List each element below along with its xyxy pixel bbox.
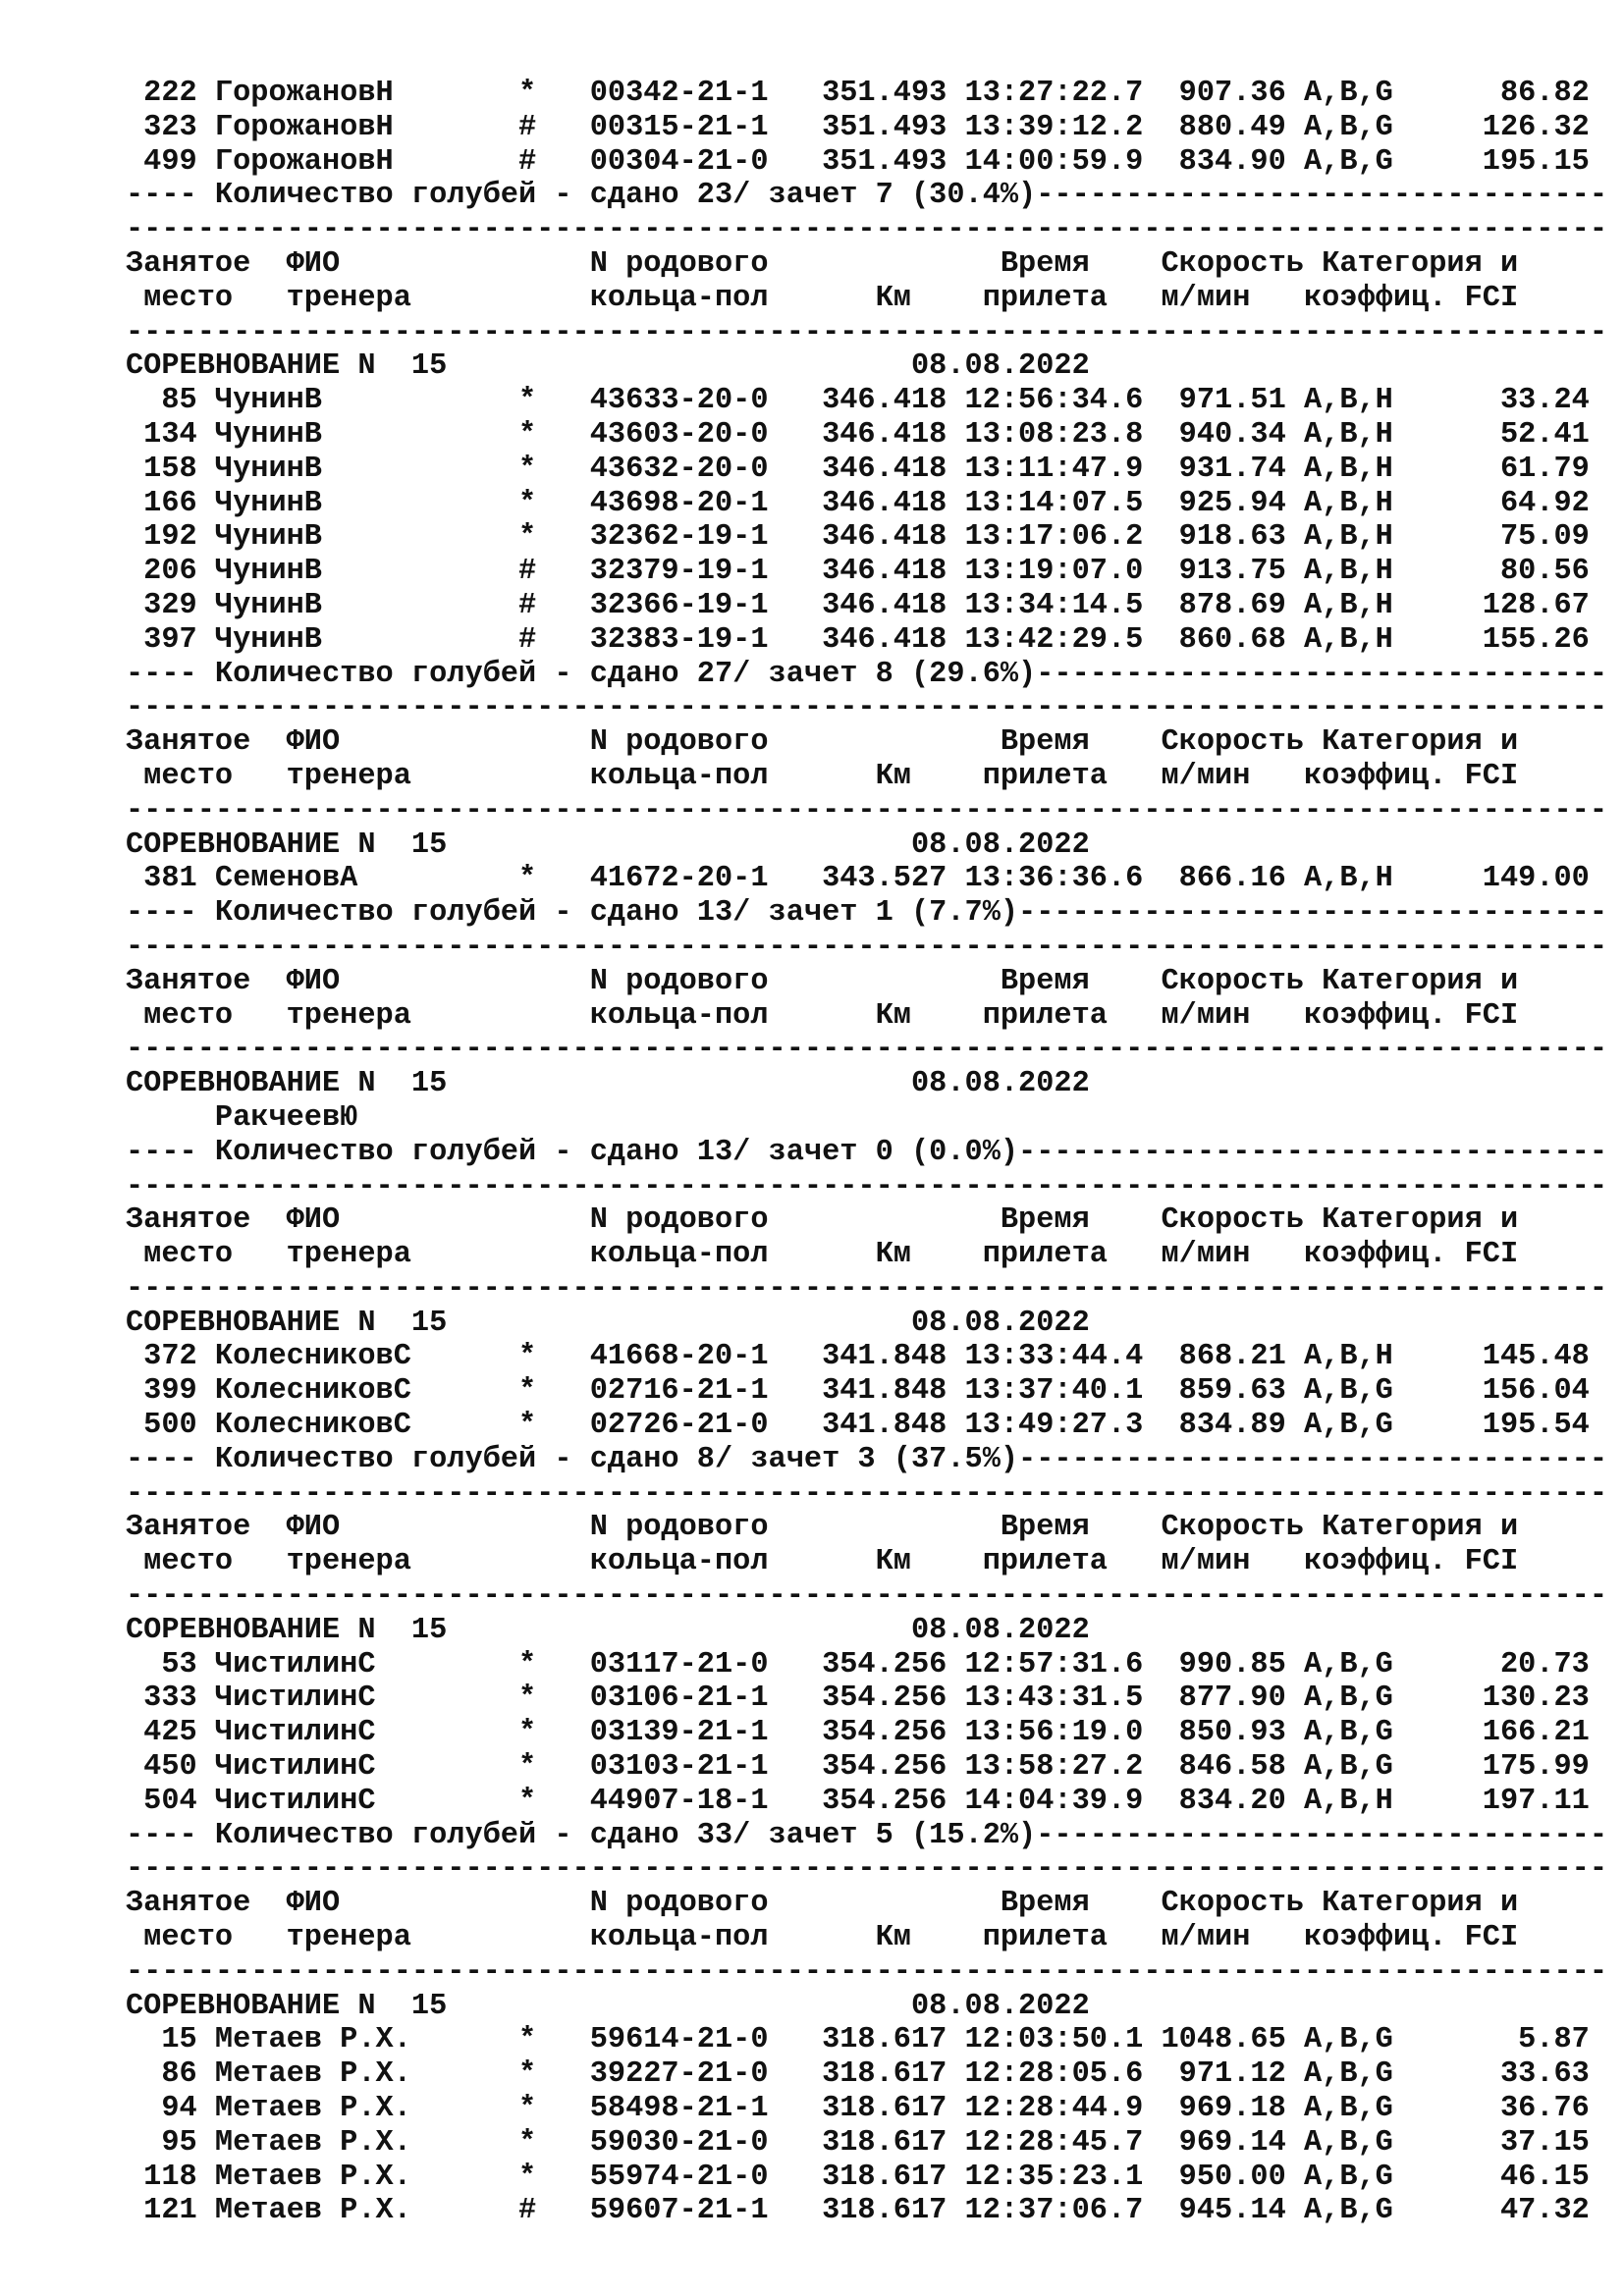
result-row: 222 ГорожановН * 00342-21-1 351.493 13:27:22.7 907.36 A,B,G 86.82 xyxy=(126,77,1590,110)
result-row: РакчеевЮ xyxy=(126,1100,358,1135)
column-header-line-2: место тренера кольца-пол Км прилета м/мин коэффиц. FCI xyxy=(126,998,1519,1033)
separator-line: ----------------------------------------------------------------------------------- xyxy=(126,213,1608,247)
separator-line: ----------------------------------------------------------------------------------- xyxy=(126,1579,1608,1614)
separator-line: ----------------------------------------------------------------------------------- xyxy=(126,1852,1608,1887)
result-row: 372 КолесниковС * 41668-20-1 341.848 13:33:44.4 868.21 A,B,H 145.48 xyxy=(126,1340,1590,1374)
separator-line: ----------------------------------------------------------------------------------- xyxy=(126,315,1608,349)
separator-line: ----------------------------------------------------------------------------------- xyxy=(126,1954,1608,1989)
result-row: 85 ЧунинВ * 43633-20-0 346.418 12:56:34.6 971.51 A,B,H 33.24 xyxy=(126,384,1590,418)
competition-heading: СОРЕВНОВАНИЕ N 15 08.08.2022 xyxy=(126,349,1090,384)
column-header-line-1: Занятое ФИО N родового Время Скорость Категория и xyxy=(126,1203,1519,1238)
separator-line: ----------------------------------------------------------------------------------- xyxy=(126,793,1608,828)
result-row: 166 ЧунинВ * 43698-20-1 346.418 13:14:07.5 925.94 A,B,H 64.92 xyxy=(126,486,1590,520)
results-printout xyxy=(126,77,1608,2228)
result-row: 192 ЧунинВ * 32362-19-1 346.418 13:17:06.2 918.63 A,B,H 75.09 xyxy=(126,520,1590,555)
separator-line: ----------------------------------------------------------------------------------- xyxy=(126,1033,1608,1067)
result-row: 399 КолесниковС * 02716-21-1 341.848 13:37:40.1 859.63 A,B,G 156.04 xyxy=(126,1374,1590,1409)
column-header-line-1: Занятое ФИО N родового Время Скорость Категория и xyxy=(126,246,1519,281)
competition-heading: СОРЕВНОВАНИЕ N 15 08.08.2022 xyxy=(126,1306,1090,1340)
result-row: 206 ЧунинВ # 32379-19-1 346.418 13:19:07.0 913.75 A,B,H 80.56 xyxy=(126,555,1590,589)
result-row: 425 ЧистилинС * 03139-21-1 354.256 13:56:19.0 850.93 A,B,G 166.21 xyxy=(126,1716,1590,1750)
result-row: 158 ЧунинВ * 43632-20-0 346.418 13:11:47.9 931.74 A,B,H 61.79 xyxy=(126,452,1590,486)
column-header-line-2: место тренера кольца-пол Км прилета м/мин коэффиц. FCI xyxy=(126,759,1519,793)
competition-heading: СОРЕВНОВАНИЕ N 15 08.08.2022 xyxy=(126,1989,1090,2023)
column-header-line-2: место тренера кольца-пол Км прилета м/мин коэффиц. FCI xyxy=(126,1921,1519,1955)
result-row: 121 Метаев Р.Х. # 59607-21-1 318.617 12:37:06.7 945.14 A,B,G 47.32 xyxy=(126,2194,1590,2228)
result-row: 118 Метаев Р.Х. * 55974-21-0 318.617 12:35:23.1 950.00 A,B,G 46.15 xyxy=(126,2160,1590,2194)
result-row: 134 ЧунинВ * 43603-20-0 346.418 13:08:23.8 940.34 A,B,H 52.41 xyxy=(126,417,1590,452)
pigeon-count-summary: ---- Количество голубей - сдано 27/ зачет 8 (29.6%)-------------------------------- xyxy=(126,657,1608,691)
separator-line: ----------------------------------------------------------------------------------- xyxy=(126,1271,1608,1306)
result-row: 86 Метаев Р.Х. * 39227-21-0 318.617 12:28:05.6 971.12 A,B,G 33.63 xyxy=(126,2057,1590,2092)
result-row: 53 ЧистилинС * 03117-21-0 354.256 12:57:31.6 990.85 A,B,G 20.73 xyxy=(126,1647,1590,1682)
separator-line: ----------------------------------------------------------------------------------- xyxy=(126,930,1608,964)
competition-heading: СОРЕВНОВАНИЕ N 15 08.08.2022 xyxy=(126,1067,1090,1101)
separator-line: ----------------------------------------------------------------------------------- xyxy=(126,1169,1608,1203)
result-row: 450 ЧистилинС * 03103-21-1 354.256 13:58:27.2 846.58 A,B,G 175.99 xyxy=(126,1750,1590,1785)
separator-line: ----------------------------------------------------------------------------------- xyxy=(126,1476,1608,1511)
column-header-line-1: Занятое ФИО N родового Время Скорость Категория и xyxy=(126,1887,1519,1921)
column-header-line-2: место тренера кольца-пол Км прилета м/мин коэффиц. FCI xyxy=(126,281,1519,315)
result-row: 381 СеменовА * 41672-20-1 343.527 13:36:36.6 866.16 A,B,H 149.00 xyxy=(126,862,1590,896)
result-row: 323 ГорожановН # 00315-21-1 351.493 13:39:12.2 880.49 A,B,G 126.32 xyxy=(126,110,1590,144)
pigeon-count-summary: ---- Количество голубей - сдано 13/ зачет 1 (7.7%)--------------------------------- xyxy=(126,896,1608,931)
pigeon-count-summary: ---- Количество голубей - сдано 13/ зачет 0 (0.0%)--------------------------------- xyxy=(126,1135,1608,1169)
column-header-line-1: Занятое ФИО N родового Время Скорость Категория и xyxy=(126,725,1519,760)
result-row: 333 ЧистилинС * 03106-21-1 354.256 13:43:31.5 877.90 A,B,G 130.23 xyxy=(126,1682,1590,1716)
result-row: 499 ГорожановН # 00304-21-0 351.493 14:00:59.9 834.90 A,B,G 195.15 xyxy=(126,144,1590,179)
competition-heading: СОРЕВНОВАНИЕ N 15 08.08.2022 xyxy=(126,1613,1090,1647)
column-header-line-1: Занятое ФИО N родового Время Скорость Категория и xyxy=(126,1511,1519,1545)
result-row: 94 Метаев Р.Х. * 58498-21-1 318.617 12:28:44.9 969.18 A,B,G 36.76 xyxy=(126,2092,1590,2126)
pigeon-count-summary: ---- Количество голубей - сдано 8/ зачет 3 (37.5%)--------------------------------- xyxy=(126,1442,1608,1476)
result-row: 397 ЧунинВ # 32383-19-1 346.418 13:42:29.5 860.68 A,B,H 155.26 xyxy=(126,622,1590,657)
result-row: 15 Метаев Р.Х. * 59614-21-0 318.617 12:03:50.1 1048.65 A,B,G 5.87 xyxy=(126,2023,1590,2057)
pigeon-count-summary: ---- Количество голубей - сдано 23/ зачет 7 (30.4%)-------------------------------- xyxy=(126,179,1608,213)
result-row: 504 ЧистилинС * 44907-18-1 354.256 14:04:39.9 834.20 A,B,H 197.11 xyxy=(126,1784,1590,1818)
pigeon-count-summary: ---- Количество голубей - сдано 33/ зачет 5 (15.2%)-------------------------------- xyxy=(126,1818,1608,1852)
separator-line: ----------------------------------------------------------------------------------- xyxy=(126,691,1608,725)
competition-heading: СОРЕВНОВАНИЕ N 15 08.08.2022 xyxy=(126,828,1090,862)
result-row: 500 КолесниковС * 02726-21-0 341.848 13:49:27.3 834.89 A,B,G 195.54 xyxy=(126,1409,1590,1443)
result-row: 329 ЧунинВ # 32366-19-1 346.418 13:34:14.5 878.69 A,B,H 128.67 xyxy=(126,588,1590,622)
column-header-line-2: место тренера кольца-пол Км прилета м/мин коэффиц. FCI xyxy=(126,1238,1519,1272)
column-header-line-1: Занятое ФИО N родового Время Скорость Категория и xyxy=(126,964,1519,998)
result-row: 95 Метаев Р.Х. * 59030-21-0 318.617 12:28:45.7 969.14 A,B,G 37.15 xyxy=(126,2125,1590,2160)
column-header-line-2: место тренера кольца-пол Км прилета м/мин коэффиц. FCI xyxy=(126,1545,1519,1579)
